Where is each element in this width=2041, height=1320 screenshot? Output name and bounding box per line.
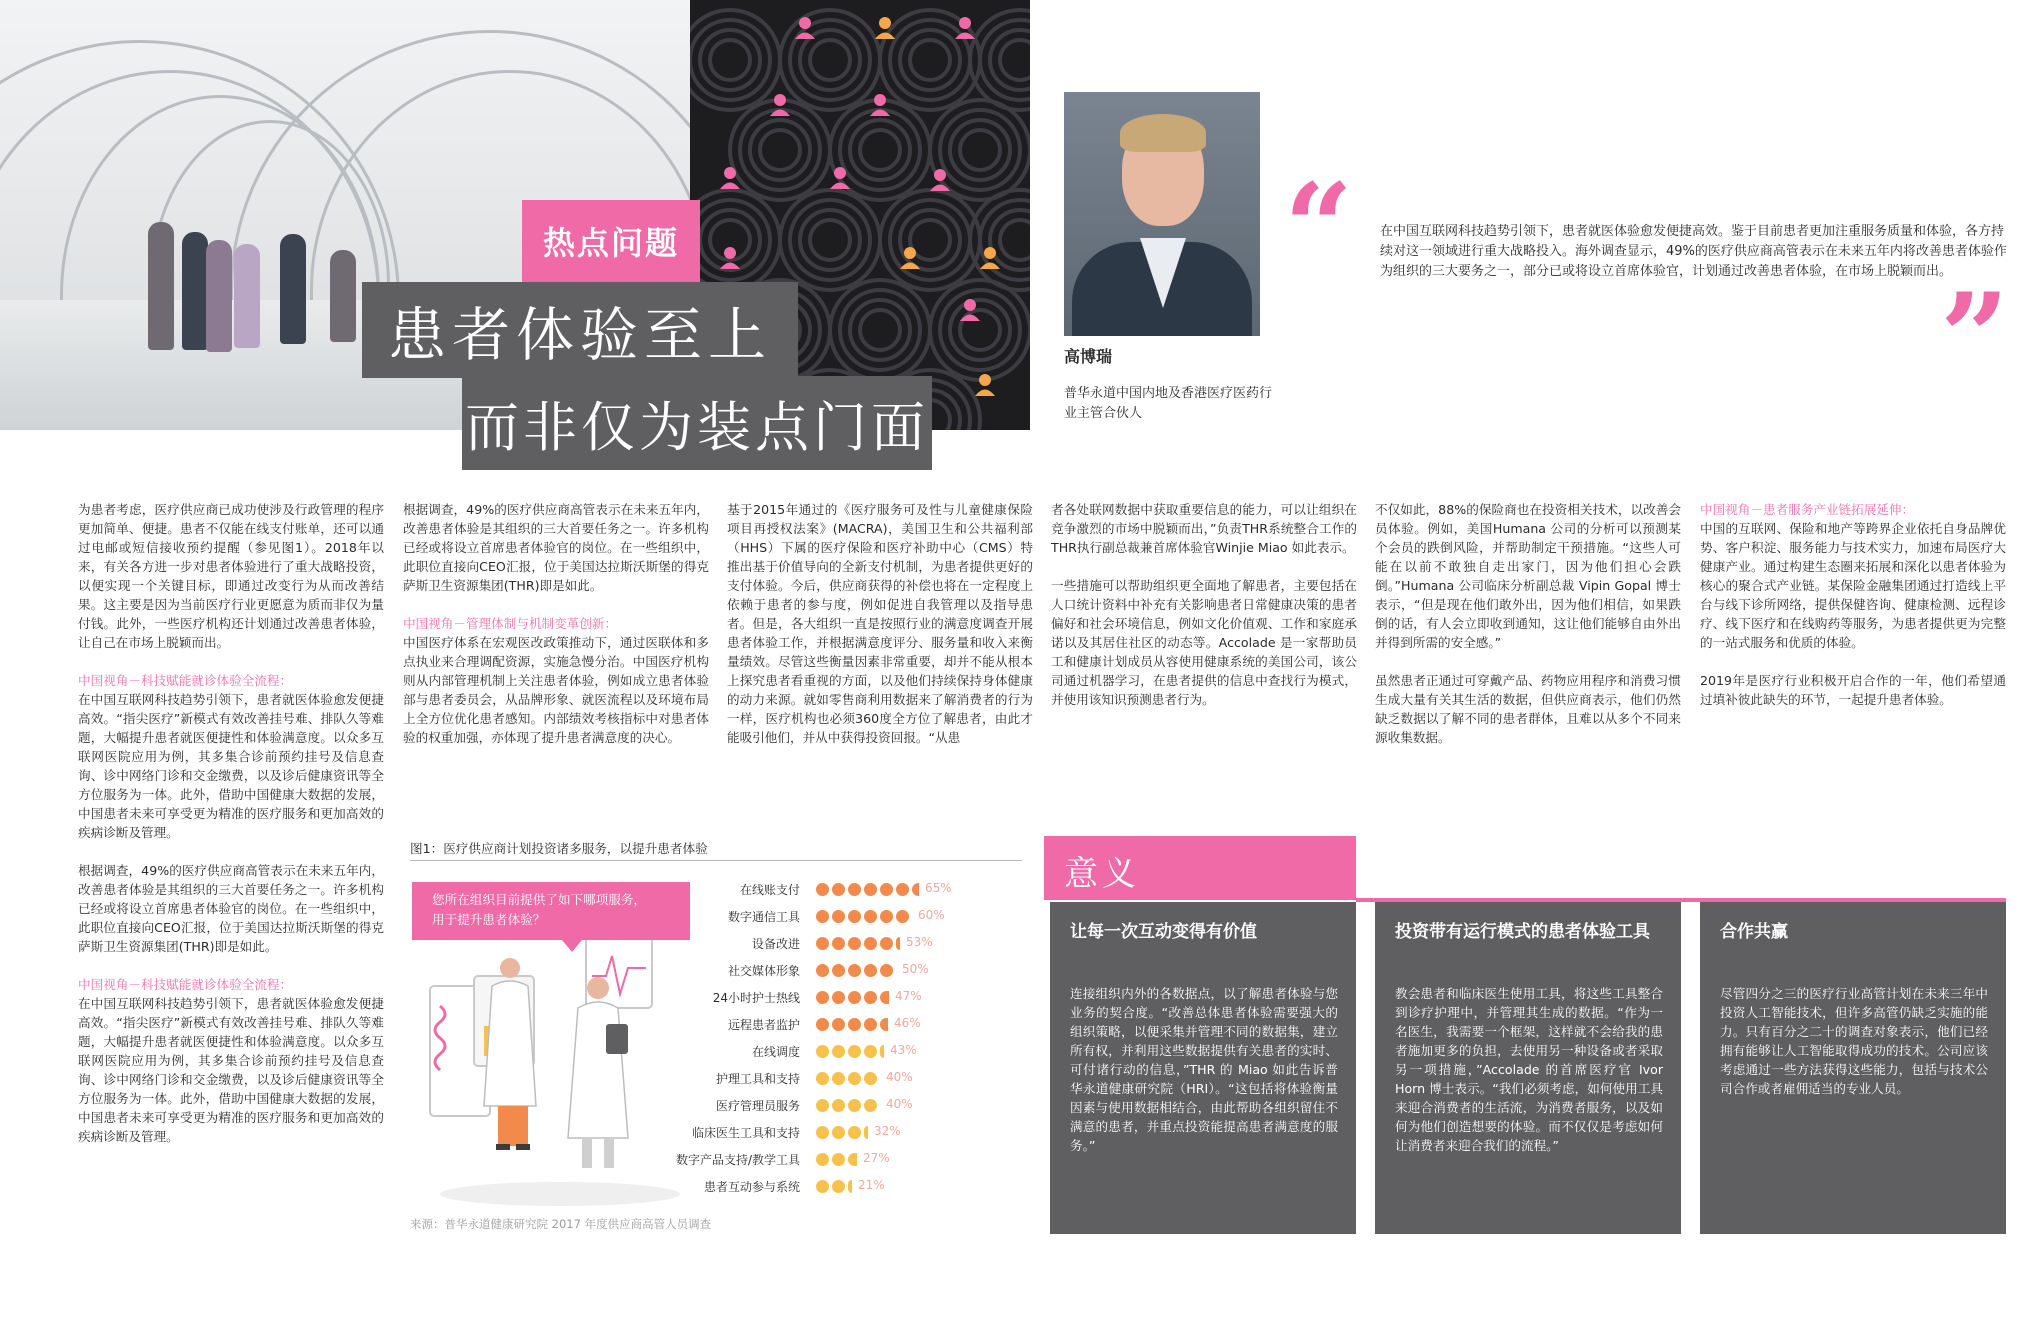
chart-dot <box>848 883 861 896</box>
chart-dot <box>816 883 829 896</box>
chart-dot <box>816 991 829 1004</box>
chart-dot <box>848 991 861 1004</box>
paragraph: 虽然患者正通过可穿戴产品、药物应用程序和消费习惯生成大量有关其生活的数据，但供应商表示，他们仍然缺乏数据以了解不同的患者群体，且难以从多个不同来源收集数据。 <box>1375 673 1681 745</box>
hot-topic-tag: 热点问题 <box>522 200 700 282</box>
chart-dot <box>816 1072 829 1085</box>
chart-category-label: 数字产品支持/教学工具 <box>675 1153 800 1167</box>
box-heading: 合作共赢 <box>1720 922 1788 942</box>
chart-row <box>640 1096 1020 1116</box>
chart-partial-dot <box>848 1153 857 1166</box>
chart-partial-dot <box>896 937 900 950</box>
chart-category-label: 24小时护士热线 <box>712 991 800 1005</box>
chart-dot <box>816 1045 829 1058</box>
chart-row <box>640 880 1020 900</box>
column-4 <box>1051 500 1357 709</box>
portrait-photo <box>1064 92 1260 336</box>
figure-source: 来源：普华永道健康研究院 2017 年度供应商高管人员调查 <box>410 1217 712 1231</box>
chart-category-label: 在线账支付 <box>739 883 800 897</box>
chart-dot <box>864 1072 877 1085</box>
chart-dot <box>832 910 845 923</box>
chart-dot <box>832 883 845 896</box>
chart-row <box>640 1150 1020 1170</box>
implication-box-1 <box>1050 902 1356 1234</box>
subheading: 中国视角－患者服务产业链拓展延伸： <box>1700 502 1915 517</box>
column-3 <box>727 500 1033 747</box>
chart-dot <box>880 937 893 950</box>
subheading: 中国视角－科技赋能就诊体验全流程： <box>78 673 293 688</box>
chart-category-label: 设备改进 <box>751 937 800 951</box>
chart-value-label: 65% <box>925 881 952 895</box>
chart-dot <box>816 937 829 950</box>
paragraph: 基于2015年通过的《医疗服务可及性与儿童健康保险项目再授权法案》(MACRA)，美国卫生和公共福利部（HHS）下属的医疗保险和医疗补助中心（CMS）特推出基于价值导向的全新支付机制，为患者提供更好的支付体验。今后，供应商获得的补偿也将在一定程度上依赖于患者的参与度，例如促进自我管理以及指导患者。但是，各大组织一直是按照行业的满意度调查开展患者体验工作，并根据满意度评分、服务量和收入来衡量绩效。尽管这些衡量因素非常重要，却并不能从根本上探究患者看重视的方面，以及他们持续保持身体健康的动力来源。就如零售商利用数据来了解消费者的行为一样，医疗机构也必须360度全方位了解患者，由此才能吸引他们，并从中获得投资回报。“从患 <box>727 502 1033 745</box>
column-2 <box>403 500 709 747</box>
chart-dot <box>832 1018 845 1031</box>
quote-close-mark: ” <box>1940 267 2010 408</box>
chart-category-label: 远程患者监护 <box>727 1018 800 1032</box>
chart-dot <box>816 964 829 977</box>
box-text: 连接组织内外的各数据点，以了解患者体验与您业务的契合度。“改善总体患者体验需要强大的组织策略，以便采集并管理不同的数据集，建立所有权，并利用这些数据提供有关患者的实时、可付诸行动的信息，”THR 的 Miao 如此告诉普华永道健康研究院（HRI）。“这包括将体验衡量因素与使用数据相结合，由此帮助各组织留住不满意的患者，并重点投资能提高患者满意度的服务。” <box>1070 986 1338 1153</box>
doctor-figure <box>484 958 628 1168</box>
implications-label: 意义 <box>1064 854 1140 894</box>
chart-dot <box>880 964 893 977</box>
chart-dot <box>864 1099 877 1112</box>
box-text: 尽管四分之三的医疗行业高管计划在未来三年中投资人工智能技术，但许多高管仍缺乏实施的能力。只有百分之二十的调查对象表示，他们已经拥有能够让人工智能取得成功的技术。公司应该考虑通过一些方法获得这些能力，包括与技术公司合作或者雇佣适当的专业人员。 <box>1720 986 1988 1096</box>
implication-box-3 <box>1700 902 2006 1234</box>
chart-dot <box>864 1018 877 1031</box>
chart-dot <box>816 1153 829 1166</box>
chart-dot <box>864 991 877 1004</box>
chart-row <box>640 1177 1020 1197</box>
chart-dot <box>832 964 845 977</box>
chart-dot <box>848 1126 861 1139</box>
paragraph: 2019年是医疗行业积极开启合作的一年，他们希望通过填补彼此缺失的环节，一起提升患者体验。 <box>1700 673 2006 707</box>
chart-dot <box>864 910 877 923</box>
chart-category-label: 临床医生工具和支持 <box>691 1126 800 1140</box>
chart-dot <box>832 1072 845 1085</box>
chart-dot <box>880 883 893 896</box>
paragraph: 者各处联网数据中获取重要信息的能力，可以让组织在竞争激烈的市场中脱颖而出，”负责THR系统整合工作的THR执行副总裁兼首席体验官Winjie Miao 如此表示。 <box>1051 502 1357 555</box>
chart-category-label: 社交媒体形象 <box>727 964 800 978</box>
quote-open-mark: “ <box>1284 157 1354 298</box>
user-icon <box>870 94 890 116</box>
chart-partial-dot <box>912 883 919 896</box>
page-title-line2: 而非仅为装点门面 <box>462 376 932 470</box>
paragraph: 为患者考虑，医疗供应商已成功使涉及行政管理的程序更加简单、便捷。患者不仅能在线支付账单，还可以通过电邮或短信接收预约提醒（参见图1）。2018年以来，有关各方进一步对患者体验进行了重大战略投资，以便实现一个关键目标，即通过改变行为从而改善结果。这主要是因为当前医疗行业更愿意为质而非仅为量付钱。此外，一些医疗机构还计划通过改善患者体验，让自己在市场上脱颖而出。 <box>78 502 384 650</box>
chart-row <box>640 961 1020 981</box>
chart-partial-dot <box>848 1180 852 1193</box>
paragraph: 在中国互联网科技趋势引领下，患者就医体验愈发便捷高效。“指尖医疗”新模式有效改善挂号难、排队久等难题，大幅提升患者就医便捷性和体验满意度。以众多互联网医院应用为例，其多集合诊前预约挂号及信息查询、诊中网络门诊和交金缴费，以及诊后健康资讯等全方位服务为一体。此外，借助中国健康大数据的发展，中国患者未来可享受更为精准的医疗服务和更加高效的疾病诊断及管理。 <box>78 996 384 1144</box>
paragraph: 不仅如此，88%的保险商也在投资相关技术，以改善会员体验。例如，美国Humana 公司的分析可以预测某个会员的跌倒风险，并帮助制定干预措施。“这些人可能在以前不敢独自走出家门，因为他们担心会跌倒。”Humana 公司临床分析副总裁 Vipin Gopal 博士表示，“但是现在他们敢外出，因为他们相信，如果跌倒的话，有人会立即收到通知，这让他们能够自由外出并得到所需的安全感。” <box>1375 502 1681 650</box>
chart-dot <box>832 1153 845 1166</box>
quote-text: 在中国互联网科技趋势引领下，患者就医体验愈发便捷高效。鉴于目前患者更加注重服务质量和体验，各方持续对这一领域进行重大战略投入。海外调查显示，49%的医疗供应商高管表示在未来五年内将改善患者体验作为组织的三大要务之一，部分已或将设立首席体验官，计划通过改善患者体验，在市场上脱颖而出。 <box>1380 224 2007 279</box>
box-heading: 让每一次互动变得有价值 <box>1070 922 1257 942</box>
column-1 <box>78 500 384 1146</box>
chart-dot <box>848 1099 861 1112</box>
chart-value-label: 60% <box>918 908 945 922</box>
paragraph: 根据调查，49%的医疗供应商高管表示在未来五年内，改善患者体验是其组织的三大首要任务之一。许多机构已经或将设立首席患者体验官的岗位。在一些组织中，此职位直接向CEO汇报，位于美国达拉斯沃斯堡的得克萨斯卫生资源集团(THR)即是如此。 <box>78 863 384 954</box>
chart-partial-dot <box>880 1045 884 1058</box>
chart-dot <box>896 883 909 896</box>
box-text: 教会患者和临床医生使用工具，将这些工具整合到诊疗护理中，并管理其生成的数据。“作为一名医生，我需要一个框架，这样就不会给我的患者施加更多的负担，去使用另一种设备或者采取另一项措施，”Accolade 的首席医疗官 Ivor Horn 博士表示。“我们必须考虑，如何使用工具来迎合消费者的生活流，为消费者服务，以及如何为他们创造想要的体验。而不仅仅是考虑如何让消费者来迎合我们的流程。” <box>1395 986 1663 1153</box>
chart-row <box>640 988 1020 1008</box>
paragraph: 中国的互联网、保险和地产等跨界企业依托自身品牌优势、客户积淀、服务能力与技术实力，加速布局医疗大健康产业。通过构建生态圈来拓展和深化以患者体验为核心的聚合式产业链。某保险金融集团通过打造线上平台与线下诊所网络，提供保健咨询、健康检测、远程诊疗、线下医疗和在线购药等服务，为患者提供更为完整的一站式服务和优质的体验。 <box>1700 521 2006 650</box>
chart-category-label: 医疗管理员服务 <box>715 1099 800 1113</box>
chart-dot <box>832 1126 845 1139</box>
chart-category-label: 数字通信工具 <box>727 910 800 924</box>
chart-category-label: 患者互动参与系统 <box>703 1180 800 1194</box>
figure-rule <box>410 860 1022 861</box>
chart-dot <box>864 937 877 950</box>
chart-dot <box>896 910 909 923</box>
profile-name: 高博瑞 <box>1064 347 1113 366</box>
chart-dot <box>848 1045 861 1058</box>
paragraph: 中国医疗体系在宏观医改政策推动下，通过医联体和多点执业来合理调配资源，实施急慢分治。中国医疗机构则从内部管理机制上关注患者体验，例如成立患者体验部与患者委员会，从品牌形象、就医流程以及环境布局上全方位优化患者感知。内部绩效考核指标中对患者体验的权重加强，亦体现了提升患者满意度的决心。 <box>403 635 709 745</box>
chart-dot <box>832 1045 845 1058</box>
chart-value-label: 43% <box>890 1043 917 1057</box>
chart-dot <box>816 910 829 923</box>
chart-dot <box>832 1099 845 1112</box>
chart-value-label: 53% <box>906 935 933 949</box>
chart-value-label: 27% <box>863 1151 890 1165</box>
chart-dot <box>864 883 877 896</box>
chart-dot <box>848 910 861 923</box>
chart-category-label: 在线调度 <box>751 1045 800 1059</box>
paragraph: 在中国互联网科技趋势引领下，患者就医体验愈发便捷高效。“指尖医疗”新模式有效改善挂号难、排队久等难题，大幅提升患者就医便捷性和体验满意度。以众多互联网医院应用为例，其多集合诊前预约挂号及信息查询、诊中网络门诊和交金缴费，以及诊后健康资讯等全方位服务为一体。此外，借助中国健康大数据的发展，中国患者未来可享受更为精准的医疗服务和更加高效的疾病诊断及管理。 <box>78 692 384 840</box>
chart-value-label: 32% <box>874 1124 901 1138</box>
chart-row <box>640 1069 1020 1089</box>
chart-category-label: 护理工具和支持 <box>715 1072 800 1086</box>
bubble-line-1: 您所在组织目前提供了如下哪项服务， <box>432 892 647 907</box>
column-6 <box>1700 500 2006 709</box>
figure-title: 图1：医疗供应商计划投资诸多服务，以提升患者体验 <box>410 841 708 856</box>
chart-value-label: 50% <box>902 962 929 976</box>
chart-dot <box>848 964 861 977</box>
chart-dot <box>880 910 893 923</box>
chart-row <box>640 907 1020 927</box>
chart-dot <box>816 1126 829 1139</box>
chart-row <box>640 1123 1020 1143</box>
chart-row <box>640 1042 1020 1062</box>
chart-value-label: 40% <box>886 1070 913 1084</box>
user-icon <box>770 94 790 116</box>
chart-dot <box>864 964 877 977</box>
chart-value-label: 46% <box>894 1016 921 1030</box>
chart-partial-dot <box>880 1018 888 1031</box>
chart-row <box>640 934 1020 954</box>
chart-dot <box>848 937 861 950</box>
paragraph: 一些措施可以帮助组织更全面地了解患者，主要包括在人口统计资料中补充有关影响患者日常健康决策的患者偏好和社会环境信息，例如文化价值观、工作和家庭承诺以及其居住社区的动态等。Accolade 是一家帮助员工和健康计划成员从容使用健康系统的美国公司，该公司通过机器学习，在患者提供的信息中查找行为模式，并使用该知识预测患者行为。 <box>1051 578 1357 707</box>
paragraph: 根据调查，49%的医疗供应商高管表示在未来五年内，改善患者体验是其组织的三大首要任务之一。许多机构已经或将设立首席患者体验官的岗位。在一些组织中，此职位直接向CEO汇报，位于美国达拉斯沃斯堡的得克萨斯卫生资源集团(THR)即是如此。 <box>403 502 709 593</box>
chart-dot <box>816 1180 829 1193</box>
bubble-line-2: 用于提升患者体验？ <box>432 912 546 927</box>
chart-row <box>640 1015 1020 1035</box>
column-5 <box>1375 500 1681 747</box>
chart-dot <box>864 1045 877 1058</box>
page-title-line1: 患者体验至上 <box>362 282 798 378</box>
subheading: 中国视角－科技赋能就诊体验全流程： <box>78 977 293 992</box>
chart-partial-dot <box>864 1126 868 1139</box>
chart-partial-dot <box>880 991 889 1004</box>
chart-value-label: 47% <box>895 989 922 1003</box>
implication-box-2 <box>1375 902 1681 1234</box>
chart-value-label: 40% <box>886 1097 913 1111</box>
chart-value-label: 21% <box>858 1178 885 1192</box>
box-heading: 投资带有运行模式的患者体验工具 <box>1395 922 1650 942</box>
chart-dot <box>832 1180 845 1193</box>
profile-role: 普华永道中国内地及香港医疗医药行业主管合伙人 <box>1064 386 1273 421</box>
chart-dot <box>816 1099 829 1112</box>
chart-dot <box>848 1018 861 1031</box>
chart-dot <box>832 937 845 950</box>
chart-dot <box>832 991 845 1004</box>
chart-dot <box>816 1018 829 1031</box>
subheading: 中国视角－管理体制与机制变革创新： <box>403 616 618 631</box>
chart-dot <box>848 1072 861 1085</box>
